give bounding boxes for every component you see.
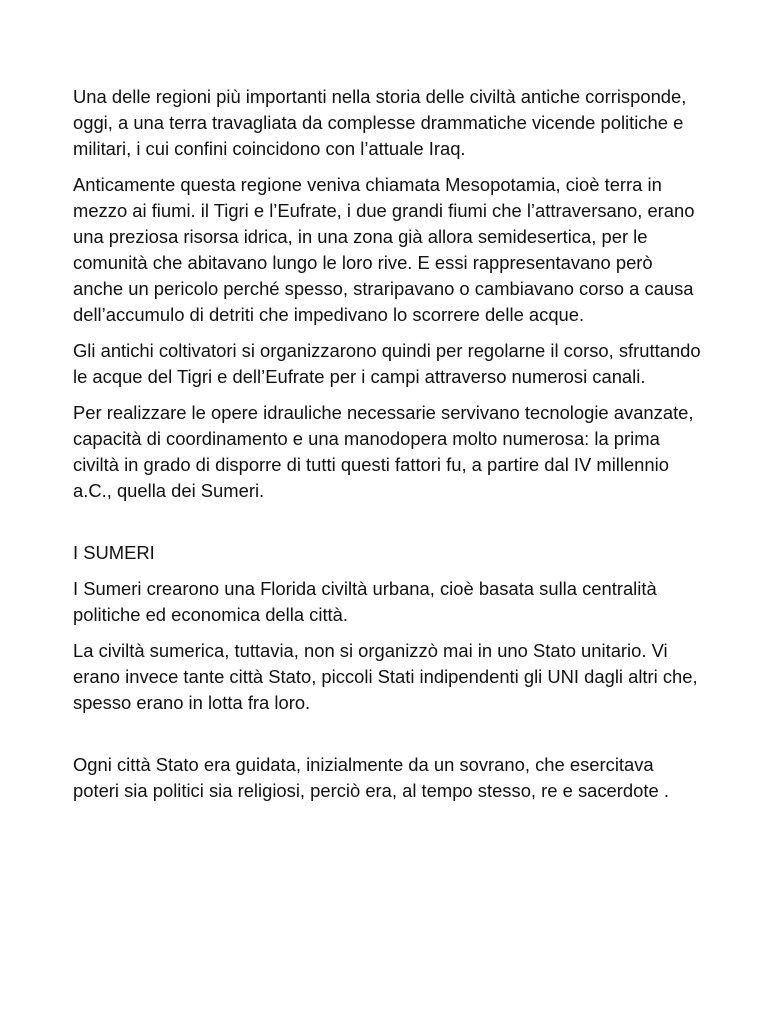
paragraph-sumeri-1: I Sumeri crearono una Florida civiltà urbana, cioè basata sulla centralità politiche ed economica della città. (73, 578, 657, 625)
paragraph-intro-2: Anticamente questa regione veniva chiamata Mesopotamia, cioè terra in mezzo ai fiumi. il Tigri e l’Eufrate, i due grandi fiumi che l’attraversano, erano una preziosa risorsa idrica, in una zona già allora semidesertica, per le comunità che abitavano lungo le loro rive. E essi rappresentavano però anche un pericolo perché spesso, straripavano o cambiavano corso a causa dell’accumulo di detriti che impedivano lo scorrere delle acque. (73, 174, 695, 325)
document-page (73, 84, 703, 814)
paragraph-final: Ogni città Stato era guidata, inizialmente da un sovrano, che esercitava poteri sia politici sia religiosi, perciò era, al tempo stesso, re e sacerdote . (73, 754, 669, 801)
paragraph-sumeri-2: La civiltà sumerica, tuttavia, non si organizzò mai in uno Stato unitario. Vi erano invece tante città Stato, piccoli Stati indipendenti gli UNI dagli altri che, spesso erano in lotta fra loro. (73, 640, 698, 713)
section-heading: I SUMERI (73, 542, 155, 563)
paragraph-intro-3: Gli antichi coltivatori si organizzarono quindi per regolarne il corso, sfruttando le acque del Tigri e dell’Eufrate per i campi attraverso numerosi canali. (73, 340, 701, 387)
paragraph-intro-1: Una delle regioni più importanti nella storia delle civiltà antiche corrisponde, oggi, a una terra travagliata da complesse drammatiche vicende politiche e militari, i cui confini coincidono con l’attuale Iraq. (73, 86, 687, 159)
paragraph-intro-4: Per realizzare le opere idrauliche necessarie servivano tecnologie avanzate, capacità di coordinamento e una manodopera molto numerosa: la prima civiltà in grado di disporre di tutti questi fattori fu, a partire dal IV millennio a.C., quella dei Sumeri. (73, 402, 694, 501)
